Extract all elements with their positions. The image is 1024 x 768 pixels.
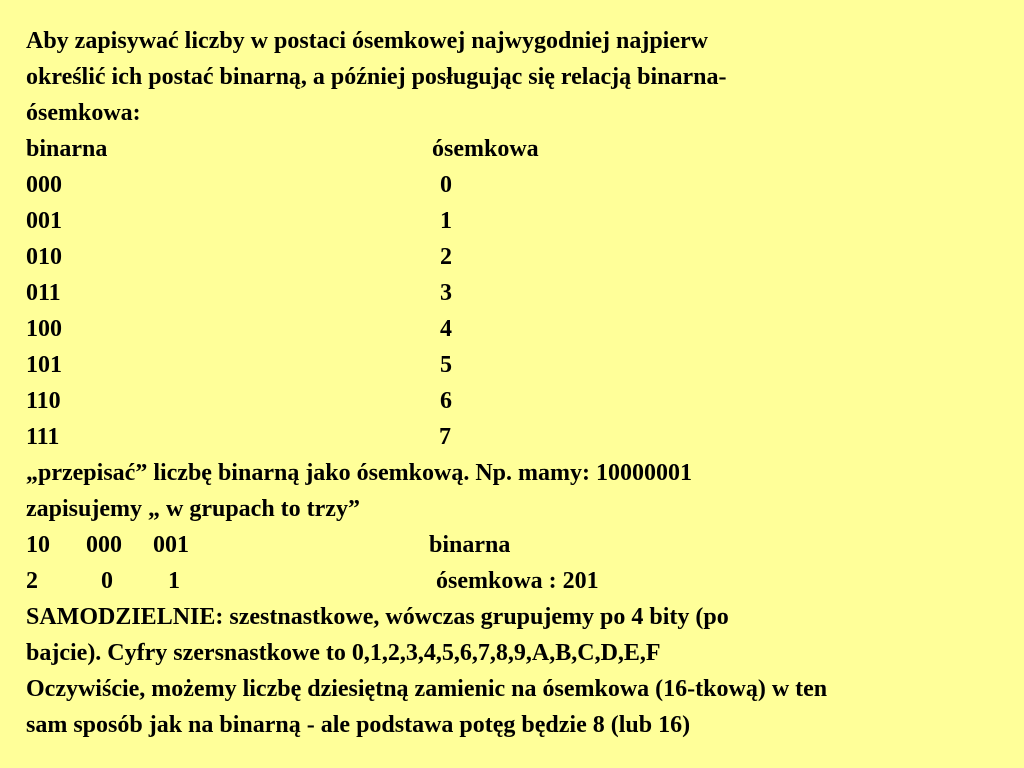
table-row [26,275,1024,311]
binary-cell: 111 [26,424,60,450]
binary-cell: 100 [26,316,62,342]
binary-cell: 010 [26,244,62,270]
header-octal: ósemkowa [432,136,539,162]
exercise-line-1: SAMODZIELNIE: szestnastkowe, wówczas grupujemy po 4 bity (po [26,604,729,630]
example-line-2: zapisujemy „ w grupach to trzy” [26,496,360,522]
binary-group: 10 [26,532,50,558]
octal-digit: 0 [101,568,113,594]
table-row [26,347,1024,383]
octal-digit: 1 [168,568,180,594]
binary-cell: 101 [26,352,62,378]
octal-cell: 7 [439,424,451,450]
octal-cell: 0 [440,172,452,198]
header-binary: binarna [26,136,108,162]
binary-group: 001 [153,532,189,558]
binary-cell: 000 [26,172,62,198]
intro-line-1: Aby zapisywać liczby w postaci ósemkowej najwygodniej najpierw [26,28,708,54]
octal-cell: 2 [440,244,452,270]
octal-cell: 1 [440,208,452,234]
table-row [26,383,1024,419]
octal-digit: 2 [26,568,38,594]
intro-line-2: określić ich postać binarną, a później posługując się relacją binarna- [26,64,727,90]
octal-cell: 3 [440,280,452,306]
exercise-line-2: bajcie). Cyfry szersnastkowe to 0,1,2,3,4,5,6,7,8,9,A,B,C,D,E,F [26,640,661,666]
octal-cell: 4 [440,316,452,342]
table-row [26,419,1024,455]
intro-line-3: ósemkowa: [26,100,141,126]
example-line-1: „przepisać” liczbę binarną jako ósemkową. Np. mamy: 10000001 [26,460,692,486]
binary-cell: 110 [26,388,61,414]
table-row [26,203,1024,239]
digits-label: ósemkowa : 201 [436,568,599,594]
example-digits-row [26,563,1024,599]
table-row [26,167,1024,203]
binary-group: 000 [86,532,122,558]
table-header [26,131,1024,167]
binary-cell: 011 [26,280,61,306]
octal-cell: 6 [440,388,452,414]
table-row [26,239,1024,275]
conclusion-line-1: Oczywiście, możemy liczbę dziesiętną zamienic na ósemkowa (16-tkową) w ten [26,676,828,702]
example-groups-row [26,527,1024,563]
conclusion-line-2: sam sposób jak na binarną - ale podstawa potęg będzie 8 (lub 16) [26,712,691,738]
octal-cell: 5 [440,352,452,378]
binary-cell: 001 [26,208,62,234]
table-row [26,311,1024,347]
slide-content [26,23,1024,743]
groups-label: binarna [429,532,511,558]
